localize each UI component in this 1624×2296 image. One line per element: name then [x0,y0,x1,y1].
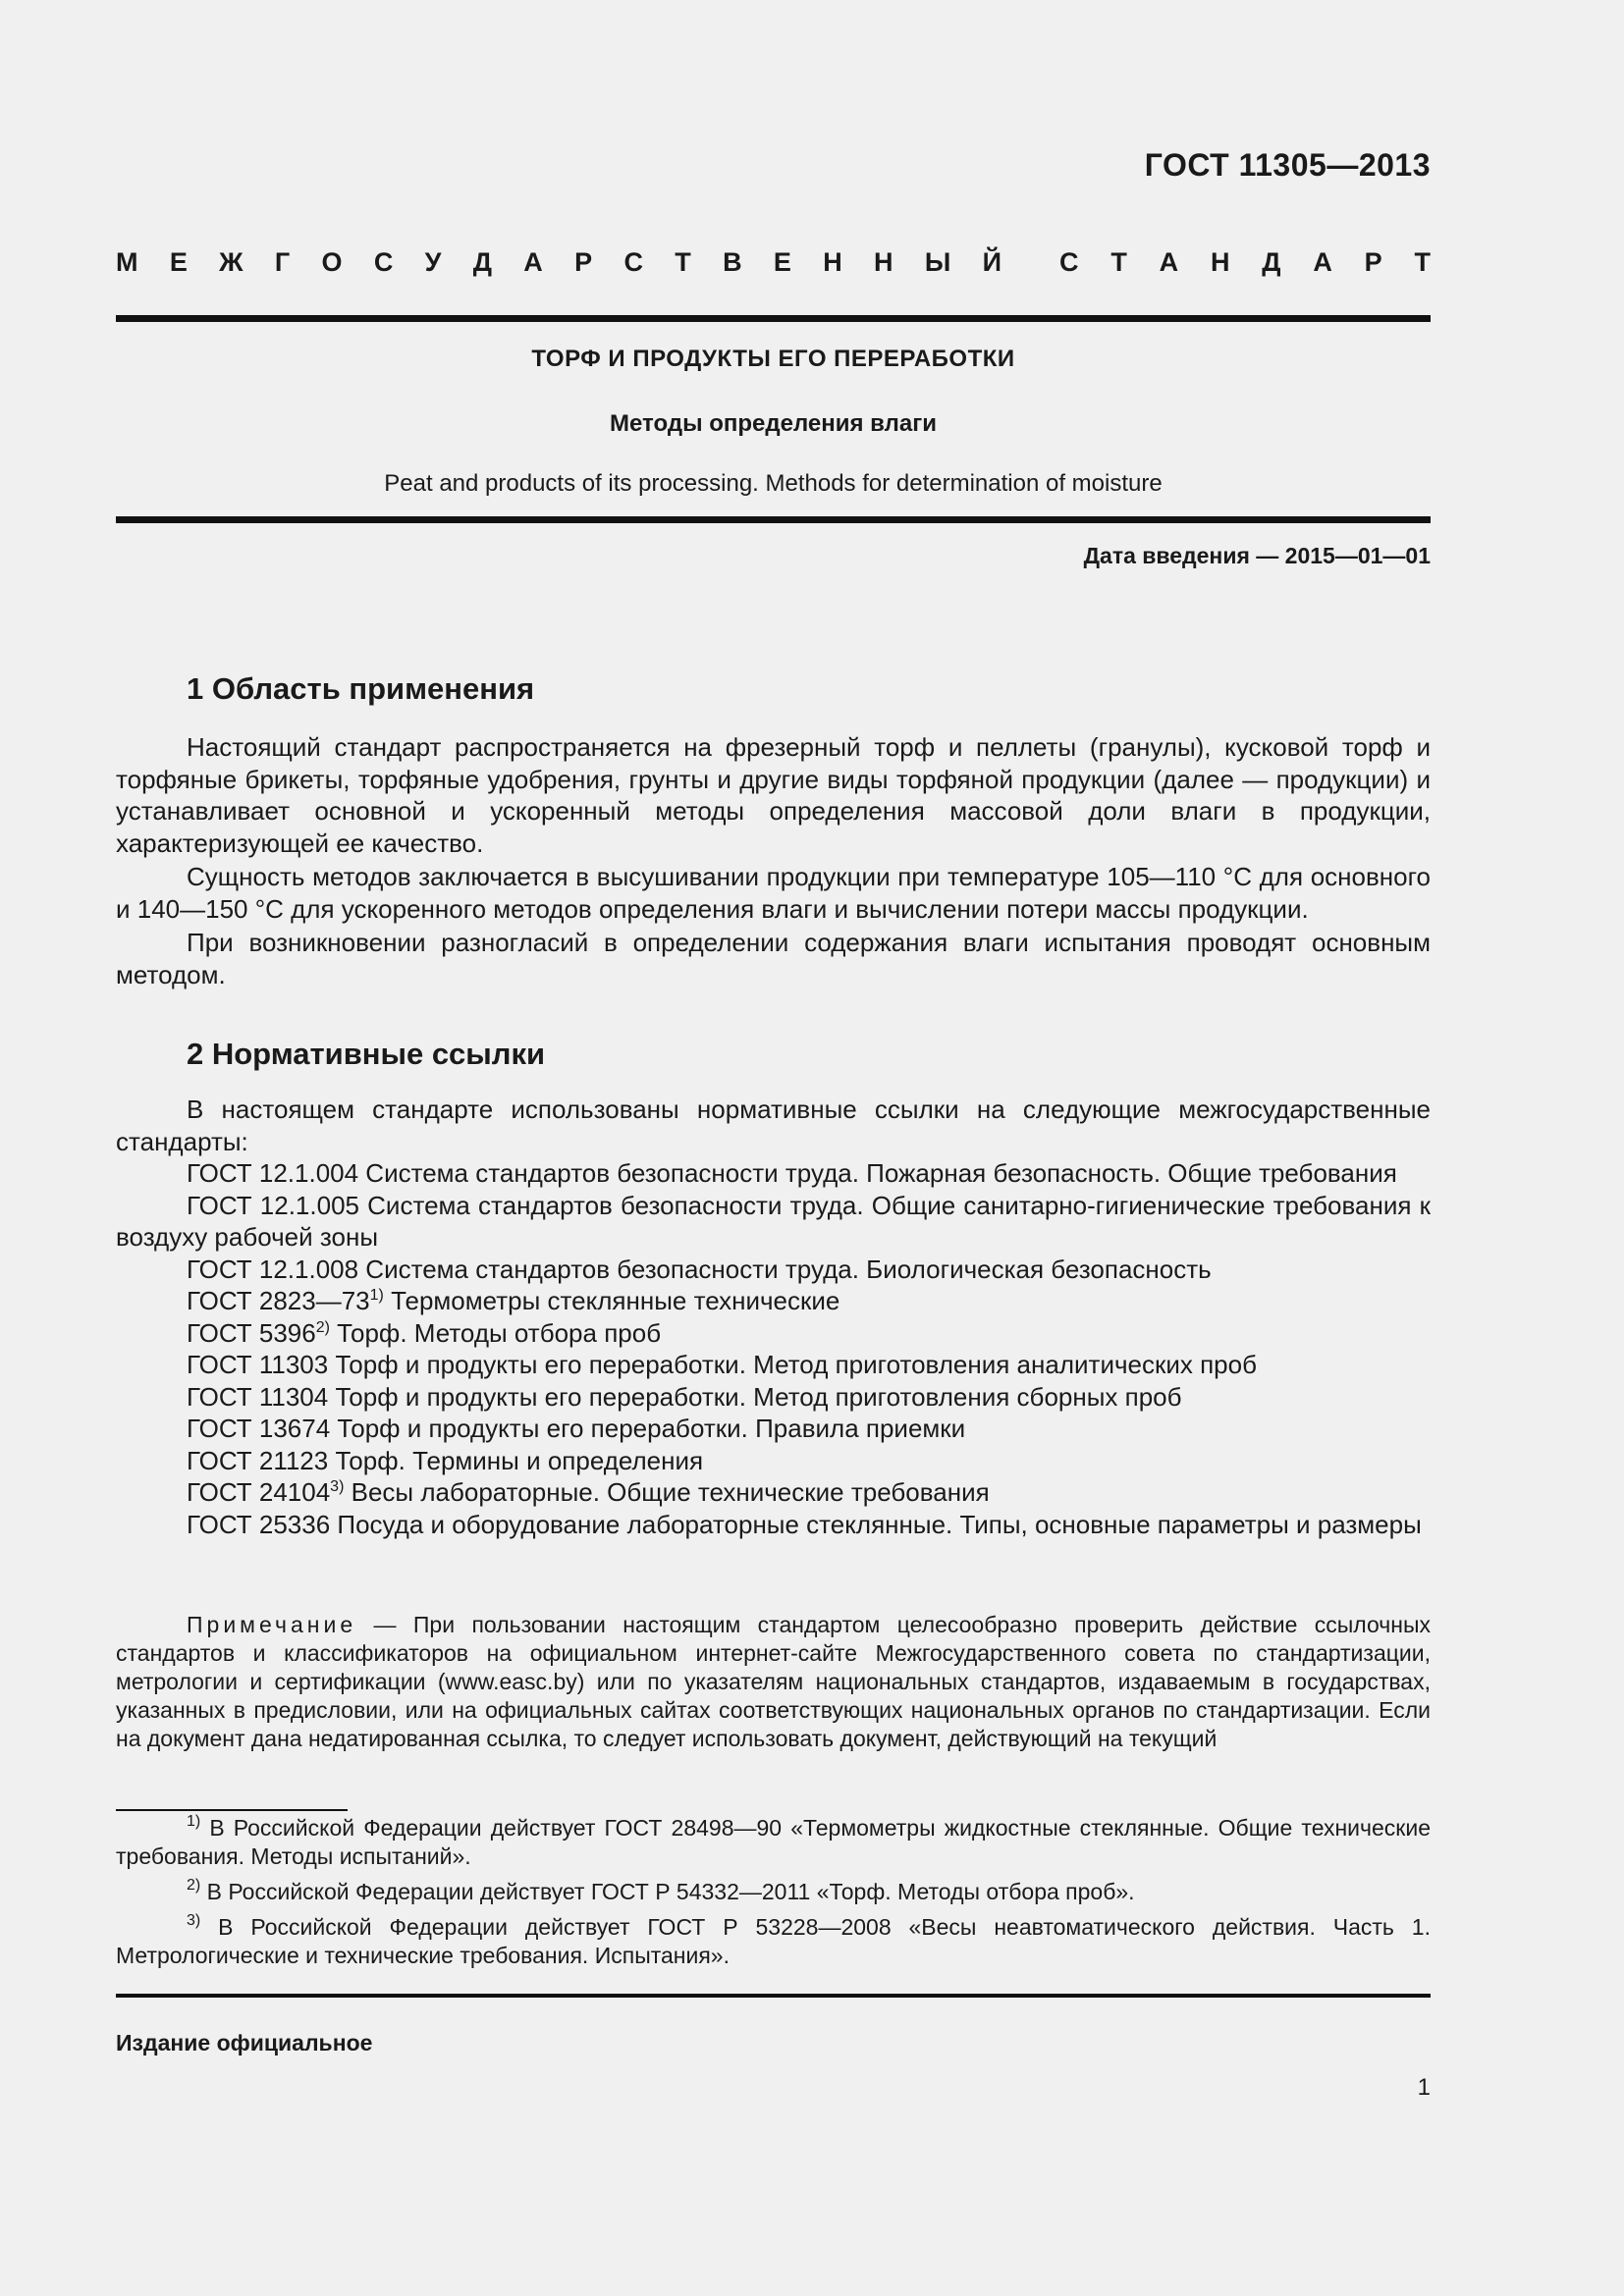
reference-item [116,1445,1431,1477]
standard-type-letter: Ж [219,247,244,277]
section-1-paragraph: Настоящий стандарт распространяется на фрезерный торф и пеллеты (гранулы), кусковой торф и торфяные брикеты, торфяные удобрения, грунты и другие виды торфяной продукции (далее — продукции) и устанавливает основной и ускоренный методы определения массовой доли влаги в продукции, характеризующей ее качество. [116,732,1431,858]
reference-code: ГОСТ 21123 [187,1445,329,1475]
standard-type-letter: С [1059,247,1079,277]
normative-references-list [116,1157,1431,1540]
footnote-text: В Российской Федерации действует ГОСТ Р 53228—2008 «Весы неавтоматического действия. Часть 1. Метрологические и технические требования. Испытания». [116,1914,1431,1968]
reference-title: Торф и продукты его переработки. Метод приготовления сборных проб [328,1381,1182,1412]
reference-item [116,1381,1431,1414]
standard-type-letter: Н [823,247,842,277]
reference-code: ГОСТ 11303 [187,1350,329,1379]
reference-code: ГОСТ 12.1.004 [187,1158,359,1188]
reference-title: Весы лабораторные. Общие технические требования [344,1477,990,1507]
section-1-paragraph: При возникновении разногласий в определении содержания влаги испытания проводят основным методом. [116,928,1431,989]
document-number: ГОСТ 11305—2013 [1144,147,1431,183]
standard-type-letter: Р [574,247,593,277]
standard-type-letter: У [424,247,442,277]
standard-type-letter: Е [773,247,791,277]
footnote [116,1814,1431,1871]
reference-item [116,1413,1431,1445]
standard-type-letter: Д [472,247,492,277]
footnote-mark: 3) [187,1912,201,1929]
reference-item [116,1509,1431,1541]
reference-code: ГОСТ 12.1.008 [187,1254,359,1284]
footnote-mark: 2) [187,1877,201,1894]
footnote-text: В Российской Федерации действует ГОСТ 28498—90 «Термометры жидкостные стеклянные. Общие технические требования. Методы испытаний». [116,1815,1431,1869]
page-number: 1 [1417,2074,1431,2101]
section-1-body [116,731,1431,990]
document-subtitle: Методы определения влаги [610,410,937,437]
footnote-marker: 3) [330,1478,345,1495]
standard-type-letter: М [116,247,138,277]
standard-type-letter: Г [274,247,291,277]
reference-code: ГОСТ 11304 [187,1381,329,1412]
reference-code: ГОСТ 25336 [187,1509,331,1539]
standard-type-letter: Т [1110,247,1127,277]
section-2-heading: 2 Нормативные ссылки [187,1037,546,1071]
standard-type-letter: Т [675,247,691,277]
standard-type-letter: Й [982,247,1001,277]
reference-note [116,1611,1431,1753]
standard-type-letter: Д [1262,247,1281,277]
standard-type-letter: Р [1364,247,1382,277]
standard-type-letter: Н [874,247,893,277]
footnote-marker: 2) [315,1318,330,1336]
header-rule-bottom [116,516,1431,523]
reference-code: ГОСТ 13674 [187,1414,331,1443]
standard-type-heading [116,247,1431,278]
reference-code: ГОСТ 12.1.005 [187,1190,359,1220]
footnote-mark: 1) [187,1813,201,1830]
standard-type-letter: С [373,247,394,277]
standard-type-letter: А [1159,247,1179,277]
standard-type-letter: А [523,247,543,277]
reference-item [116,1317,1431,1350]
standard-type-letter: Ы [924,247,951,277]
reference-title: Посуда и оборудование лабораторные стеклянные. Типы, основные параметры и размеры [330,1509,1422,1539]
section-2-body [116,1094,1431,1540]
section-1-paragraph: Сущность методов заключается в высушивании продукции при температуре 105—110 °С для основного и 140—150 °С для ускоренного методов определения влаги и вычислении потери массы продукции. [116,862,1431,924]
reference-title: Торф и продукты его переработки. Метод приготовления аналитических проб [328,1350,1257,1379]
standard-type-letter: Е [169,247,188,277]
footnote-text: В Российской Федерации действует ГОСТ Р 54332—2011 «Торф. Методы отбора проб». [200,1879,1135,1904]
note-label: Примечание [187,1612,357,1637]
standard-type-letter: В [723,247,742,277]
footnote [116,1878,1431,1906]
reference-item [116,1190,1431,1254]
reference-title: Термометры стеклянные технические [383,1286,840,1315]
edition-label: Издание официальное [116,2030,373,2056]
standard-type-word-standard [1059,247,1431,278]
reference-code: ГОСТ 24104 [187,1477,331,1507]
standard-type-letter: Т [1414,247,1431,277]
reference-title: Система стандартов безопасности труда. Биологическая безопасность [358,1254,1212,1284]
footnote [116,1913,1431,1970]
reference-title: Система стандартов безопасности труда. Общие санитарно-гигиенические требования к воздуху рабочей зоны [116,1190,1431,1252]
reference-item [116,1254,1431,1286]
reference-title: Торф и продукты его переработки. Правила приемки [330,1414,966,1443]
document-page [116,0,1431,2296]
footnotes [116,1814,1431,1977]
reference-item [116,1157,1431,1190]
reference-title: Торф. Методы отбора проб [329,1317,662,1348]
standard-type-letter: А [1313,247,1332,277]
footnote-marker: 1) [369,1287,384,1304]
reference-title: Торф. Термины и определения [328,1445,704,1475]
header-rule-top [116,315,1431,322]
standard-type-letter: О [321,247,343,277]
section-1-heading: 1 Область применения [187,671,535,706]
document-title: ТОРФ И ПРОДУКТЫ ЕГО ПЕРЕРАБОТКИ [531,346,1015,372]
note-text: — При пользовании настоящим стандартом целесообразно проверить действие ссылочных стандартов и классификаторов на официальном интернет-сайте Межгосударственного совета по стандартизации, метрологии и сертификации (www.easc.by) или по указателям национальных стандартов, издаваемым в государствах, указанных в предисловии, или на официальных сайтах соответствующих национальных органов по стандартизации. Если на документ дана недатированная ссылка, то следует использовать документ, действующий на текущий [116,1612,1431,1751]
standard-type-letter: Н [1210,247,1230,277]
reference-item [116,1349,1431,1381]
footer-rule [116,1994,1431,1998]
reference-title: Система стандартов безопасности труда. Пожарная безопасность. Общие требования [358,1158,1397,1188]
reference-code: ГОСТ 5396 [187,1317,316,1348]
reference-item [116,1285,1431,1317]
section-2-intro: В настоящем стандарте использованы нормативные ссылки на следующие межгосударственные стандарты: [116,1095,1431,1156]
document-english-title: Peat and products of its processing. Methods for determination of moisture [384,470,1163,497]
reference-code: ГОСТ 2823—73 [187,1286,370,1315]
standard-type-word-interstate [116,247,1001,278]
footnote-separator [116,1809,348,1811]
standard-type-letter: С [623,247,643,277]
reference-item [116,1476,1431,1509]
effective-date: Дата введения — 2015—01—01 [1083,543,1431,568]
